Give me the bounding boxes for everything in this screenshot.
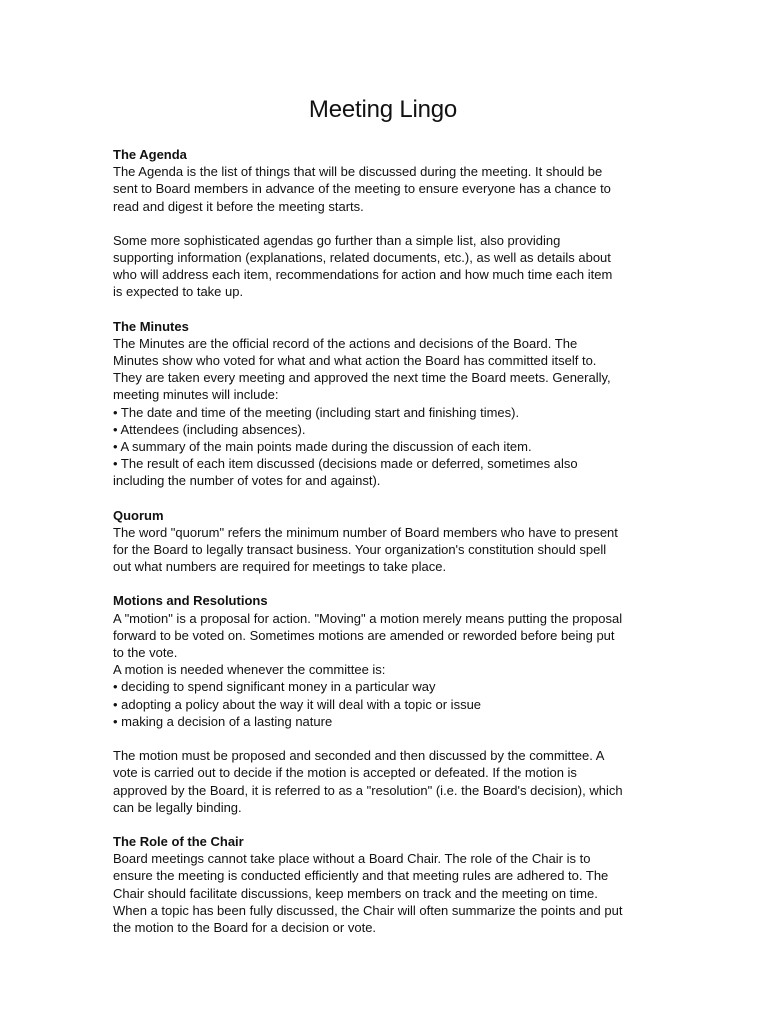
paragraph-gap xyxy=(113,730,653,747)
section-heading: The Agenda xyxy=(113,147,187,162)
bullet-item: • The date and time of the meeting (including start and finishing times). xyxy=(113,404,520,420)
paragraph-line: ensure the meeting is conducted efficiently and that meeting rules are adhered to. The xyxy=(113,868,609,884)
paragraph-line: The motion must be proposed and seconded and then discussed by the committee. A xyxy=(113,748,605,764)
paragraph-line: Board meetings cannot take place without a Board Chair. The role of the Chair is to xyxy=(113,851,591,867)
document-title: Meeting Lingo xyxy=(308,96,458,123)
section-role-of-chair xyxy=(113,833,653,936)
section-heading: Motions and Resolutions xyxy=(113,593,268,609)
paragraph-line: approved by the Board, it is referred to as a "resolution" (i.e. the Board's decision), which xyxy=(113,782,623,798)
bullet-item: • adopting a policy about the way it will deal with a topic or issue xyxy=(113,696,482,712)
bullet-item: • Attendees (including absences). xyxy=(113,421,306,437)
document-page xyxy=(113,95,653,953)
paragraph-line: The Agenda is the list of things that will be discussed during the meeting. It should be xyxy=(113,164,603,180)
section-minutes xyxy=(113,318,653,490)
bullet-item: • The result of each item discussed (decisions made or deferred, sometimes also xyxy=(113,456,578,472)
section-heading: Quorum xyxy=(113,507,164,523)
paragraph-line: for the Board to legally transact business. Your organization's constitution should spell xyxy=(113,542,607,558)
paragraph-line: Some more sophisticated agendas go further than a simple list, also providing xyxy=(113,232,561,248)
bullet-item: • A summary of the main points made during the discussion of each item. xyxy=(113,439,532,455)
paragraph-line: They are taken every meeting and approved the next time the Board meets. Generally, xyxy=(113,370,611,386)
paragraph-line: supporting information (explanations, related documents, etc.), as well as details about xyxy=(113,250,611,266)
paragraph-gap xyxy=(113,215,653,232)
paragraph-line: Chair should facilitate discussions, keep members on track and the meeting on time. xyxy=(113,885,598,901)
paragraph-line: When a topic has been fully discussed, the Chair will often summarize the points and put xyxy=(113,902,623,918)
section-quorum xyxy=(113,507,653,576)
paragraph-line: vote is carried out to decide if the motion is accepted or defeated. If the motion is xyxy=(113,765,577,781)
paragraph-line: is expected to take up. xyxy=(113,284,244,300)
bullet-item: • making a decision of a lasting nature xyxy=(113,713,333,729)
paragraph-line: The Minutes are the official record of the actions and decisions of the Board. The xyxy=(113,335,578,351)
paragraph-line: meeting minutes will include: xyxy=(113,387,279,403)
paragraph-line: read and digest it before the meeting starts. xyxy=(113,198,364,214)
section-agenda xyxy=(113,146,653,301)
paragraph-line: who will address each item, recommendations for action and how much time each item xyxy=(113,267,613,283)
paragraph-line: the motion to the Board for a decision or vote. xyxy=(113,919,377,935)
bullet-item: • deciding to spend significant money in a particular way xyxy=(113,679,436,695)
paragraph-line: can be legally binding. xyxy=(113,799,242,815)
paragraph-line: out what numbers are required for meetings to take place. xyxy=(113,559,447,575)
paragraph-line: including the number of votes for and against). xyxy=(113,473,381,489)
paragraph-line: to the vote. xyxy=(113,645,178,661)
paragraph-line: A motion is needed whenever the committee is: xyxy=(113,662,386,678)
paragraph-line: Minutes show who voted for what and what action the Board has committed itself to. xyxy=(113,353,597,369)
section-heading: The Minutes xyxy=(113,318,189,334)
paragraph-line: sent to Board members in advance of the meeting to ensure everyone has a chance to xyxy=(113,181,611,197)
paragraph-line: forward to be voted on. Sometimes motions are amended or reworded before being put xyxy=(113,627,615,643)
section-motions-resolutions xyxy=(113,592,653,815)
paragraph-line: The word "quorum" refers the minimum number of Board members who have to present xyxy=(113,524,618,540)
paragraph-line: A "motion" is a proposal for action. "Moving" a motion merely means putting the proposal xyxy=(113,610,623,626)
section-heading: The Role of the Chair xyxy=(113,833,244,849)
